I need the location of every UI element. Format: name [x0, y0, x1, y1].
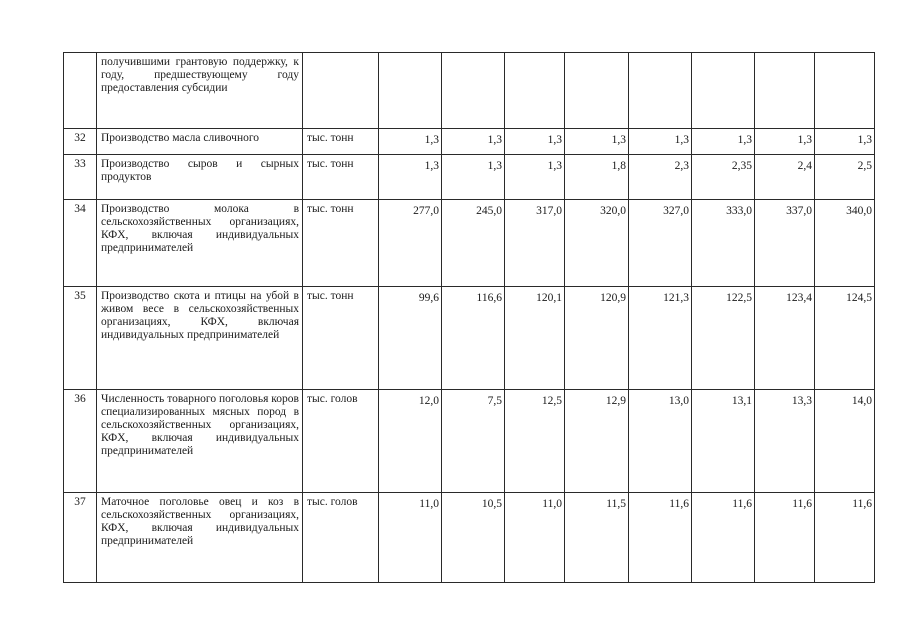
value-cell: [442, 53, 505, 129]
value-cell: [692, 53, 755, 129]
table-row: [64, 129, 875, 155]
row-number-cell: 34: [64, 200, 97, 287]
value-cell: 124,5: [815, 287, 875, 390]
value-cell: 2,3: [629, 155, 692, 200]
value-cell: 1,3: [505, 129, 565, 155]
indicator-name: Производство скота и птицы на убой в живом весе в сельскохозяйственных организациях, КФХ, включая индивидуальных предпринимателей: [101, 290, 299, 341]
indicator-name-cell: [97, 287, 303, 390]
value-cell: 2,35: [692, 155, 755, 200]
row-number-cell: 32: [64, 129, 97, 155]
table-row-continuation: [64, 53, 875, 129]
value-cell: 1,8: [565, 155, 629, 200]
value-cell: 1,3: [379, 155, 442, 200]
indicator-name-cell: [97, 53, 303, 129]
value-cell: 327,0: [629, 200, 692, 287]
indicator-name: Численность товарного поголовья коров специализированных мясных пород в сельскохозяйственных организациях, КФХ, включая индивидуальных предпринимателей: [101, 393, 299, 457]
value-cell: [629, 53, 692, 129]
value-cell: 13,1: [692, 390, 755, 493]
value-cell: 11,6: [755, 493, 815, 583]
unit-cell: тыс. тонн: [303, 155, 379, 200]
value-cell: 116,6: [442, 287, 505, 390]
value-cell: 1,3: [565, 129, 629, 155]
value-cell: 1,3: [629, 129, 692, 155]
value-cell: 1,3: [505, 155, 565, 200]
value-cell: 13,3: [755, 390, 815, 493]
value-cell: 340,0: [815, 200, 875, 287]
value-cell: 317,0: [505, 200, 565, 287]
value-cell: 11,6: [815, 493, 875, 583]
value-cell: 12,5: [505, 390, 565, 493]
table-row: [64, 200, 875, 287]
value-cell: 13,0: [629, 390, 692, 493]
table-row: [64, 155, 875, 200]
indicator-name: Производство масла сливочного: [101, 132, 260, 144]
value-cell: 337,0: [755, 200, 815, 287]
value-cell: [815, 53, 875, 129]
indicator-name: Производство молока в сельскохозяйственных организациях, КФХ, включая индивидуальных предпринимателей: [101, 203, 299, 254]
value-cell: 120,9: [565, 287, 629, 390]
table-row: [64, 493, 875, 583]
indicator-name-cell: [97, 129, 303, 155]
indicator-name-cell: [97, 155, 303, 200]
value-cell: 11,5: [565, 493, 629, 583]
value-cell: [505, 53, 565, 129]
value-cell: 7,5: [442, 390, 505, 493]
value-cell: [755, 53, 815, 129]
unit-cell: тыс. тонн: [303, 287, 379, 390]
indicator-name: Производство сыров и сырных продуктов: [101, 158, 299, 183]
value-cell: 120,1: [505, 287, 565, 390]
value-cell: [379, 53, 442, 129]
indicators-table: [63, 52, 875, 583]
value-cell: 123,4: [755, 287, 815, 390]
value-cell: 122,5: [692, 287, 755, 390]
value-cell: 11,6: [629, 493, 692, 583]
row-number-cell: 33: [64, 155, 97, 200]
value-cell: 12,0: [379, 390, 442, 493]
indicator-name: Маточное поголовье овец и коз в сельскохозяйственных организациях, КФХ, включая индивидуальных предпринимателей: [101, 496, 299, 547]
value-cell: 1,3: [379, 129, 442, 155]
row-number-cell: 35: [64, 287, 97, 390]
value-cell: 11,0: [505, 493, 565, 583]
value-cell: [565, 53, 629, 129]
indicator-name-cell: [97, 493, 303, 583]
table-row: [64, 390, 875, 493]
value-cell: 333,0: [692, 200, 755, 287]
value-cell: 11,6: [692, 493, 755, 583]
value-cell: 320,0: [565, 200, 629, 287]
value-cell: 1,3: [442, 129, 505, 155]
value-cell: 2,4: [755, 155, 815, 200]
row-number-cell: 36: [64, 390, 97, 493]
row-number-cell: 37: [64, 493, 97, 583]
value-cell: 11,0: [379, 493, 442, 583]
value-cell: 99,6: [379, 287, 442, 390]
value-cell: 1,3: [692, 129, 755, 155]
value-cell: 1,3: [442, 155, 505, 200]
indicator-name-cell: [97, 200, 303, 287]
unit-cell: тыс. тонн: [303, 200, 379, 287]
unit-cell: тыс. голов: [303, 493, 379, 583]
unit-cell: [303, 53, 379, 129]
value-cell: 1,3: [755, 129, 815, 155]
value-cell: 10,5: [442, 493, 505, 583]
indicator-name-cell: [97, 390, 303, 493]
value-cell: 12,9: [565, 390, 629, 493]
unit-cell: тыс. голов: [303, 390, 379, 493]
value-cell: 2,5: [815, 155, 875, 200]
value-cell: 277,0: [379, 200, 442, 287]
value-cell: 1,3: [815, 129, 875, 155]
unit-cell: тыс. тонн: [303, 129, 379, 155]
value-cell: 14,0: [815, 390, 875, 493]
value-cell: 245,0: [442, 200, 505, 287]
table-row: [64, 287, 875, 390]
value-cell: 121,3: [629, 287, 692, 390]
row-number-cell: [64, 53, 97, 129]
indicator-name: получившими грантовую поддержку, к году, предшествующему году предоставления субсидии: [101, 56, 299, 94]
